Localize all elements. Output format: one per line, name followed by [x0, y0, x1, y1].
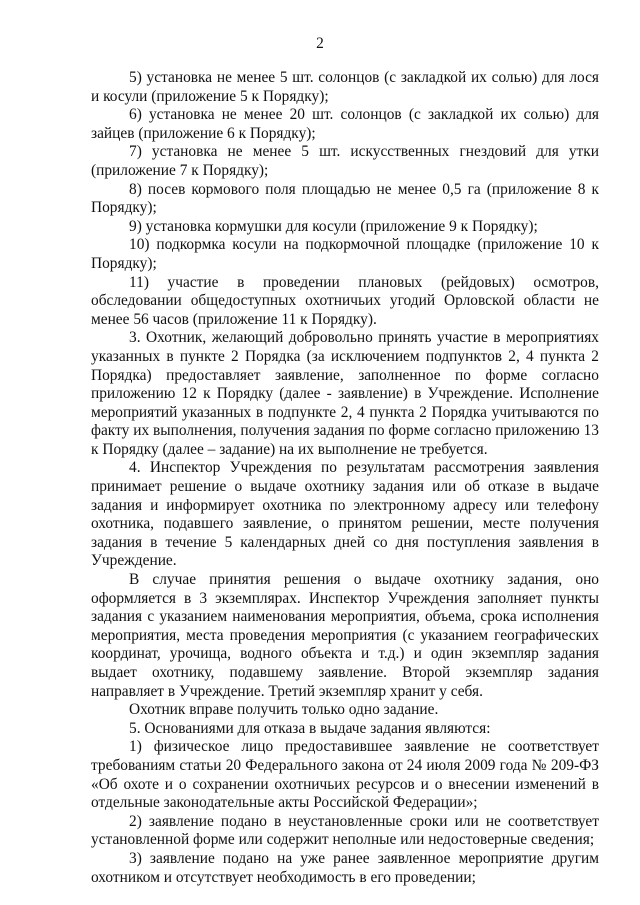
paragraph-item-11: 11) участие в проведении плановых (рейдовых) осмотров, обследовании общедоступных охотничьих угодий Орловской области не менее 56 часов (приложение 11 к Порядку).: [91, 273, 599, 328]
paragraph-decision-copies: В случае принятия решения о выдаче охотнику задания, оно оформляется в 3 экземплярах. Инспектор Учреждения заполняет пункты задания с указанием наименования мероприятия, объема, срока исполнения мероприятия, места проведения мероприятия (с указанием географических координат, урочища, водного объекта и т.д.) и один экземпляр задания выдает охотнику, подавшему заявление. Второй экземпляр задания направляет в Учреждение. Третий экземпляр хранит у себя.: [91, 571, 599, 700]
paragraph-item-9: 9) установка кормушки для косули (приложение 9 к Порядку);: [129, 217, 538, 235]
paragraph-section-4: 4. Инспектор Учреждения по результатам рассмотрения заявления принимает решение о выдаче охотнику задания или об отказе в выдаче задания и информирует охотника по электронному адресу или телефону охотника, подавшего заявление, о принятом решении, месте получения задания в течение 5 календарных дней со дня поступления заявления в Учреждение.: [91, 459, 599, 570]
page-number: 2: [316, 35, 324, 52]
paragraph-section-5: 5. Основаниями для отказа в выдаче задания являются:: [129, 719, 491, 737]
document-body: [91, 69, 599, 887]
paragraph-item-10: 10) подкормка косули на подкормочной площадке (приложение 10 к Порядку);: [91, 236, 599, 272]
paragraph-item-7: 7) установка не менее 5 шт. искусственных гнездовий для утки (приложение 7 к Порядку);: [91, 143, 599, 179]
paragraph-refusal-3: 3) заявление подано на уже ранее заявленное мероприятие другим охотником и отсутствует необходимость в его проведении;: [91, 849, 599, 886]
paragraph-refusal-2: 2) заявление подано в неустановленные сроки или не соответствует установленной форме или содержит неполные или недостоверные сведения;: [91, 812, 599, 849]
paragraph-one-task-limit: Охотник вправе получить только одно задание.: [129, 701, 439, 719]
paragraph-item-8: 8) посев кормового поля площадью не менее 0,5 га (приложение 8 к Порядку);: [91, 180, 599, 217]
paragraph-item-5: 5) установка не менее 5 шт. солонцов (с закладкой их солью) для лося и косули (приложение 5 к Порядку);: [91, 69, 599, 105]
paragraph-item-6: 6) установка не менее 20 шт. солонцов (с закладкой их солью) для зайцев (приложение 6 к Порядку);: [91, 106, 599, 142]
paragraph-section-3: 3. Охотник, желающий добровольно принять участие в мероприятиях указанных в пункте 2 Порядка (за исключением подпунктов 2, 4 пункта 2 Порядка) предоставляет заявление, заполненное по форме согласно приложению 12 к Порядку (далее - заявление) в Учреждение. Исполнение мероприятий указанных в подпункте 2, 4 пункта 2 Порядка учитываются по факту их выполнения, получения задания по форме согласно приложению 13 к Порядку (далее – задание) на их выполнение не требуется.: [91, 329, 599, 458]
paragraph-refusal-1: 1) физическое лицо предоставившее заявление не соответствует требованиям статьи 20 Федерального закона от 24 июля 2009 года № 209-ФЗ «Об охоте и о сохранении охотничьих ресурсов и о внесении изменений в отдельные законодательные акты Российской Федерации»;: [91, 738, 599, 812]
